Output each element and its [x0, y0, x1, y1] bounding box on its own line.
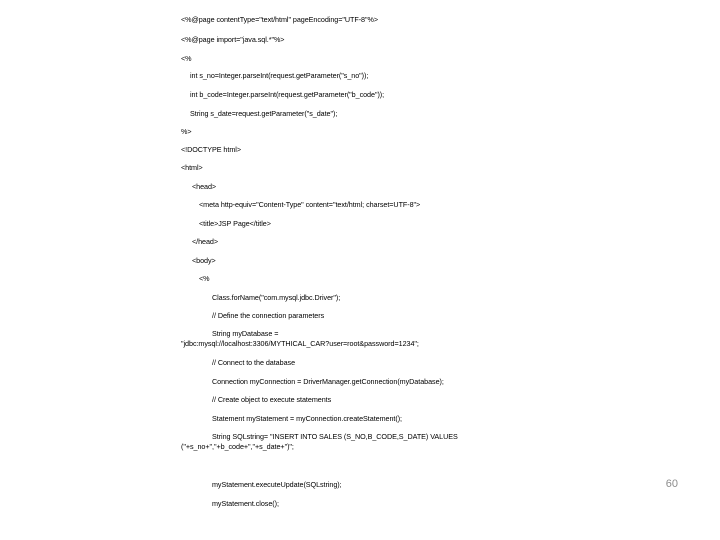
code-line-sql-values: ("+s_no+","+b_code+","+s_date+")";	[181, 442, 294, 451]
code-line-meta: <meta http-equiv="Content-Type" content="text/html; charset=UTF-8">	[199, 200, 421, 209]
code-line-body-open: <body>	[192, 256, 216, 265]
code-line-connection: Connection myConnection = DriverManager.getConnection(myDatabase);	[212, 377, 444, 386]
code-line-head-close: </head>	[192, 237, 219, 246]
code-line-class-forname: Class.forName("com.mysql.jdbc.Driver");	[212, 293, 341, 302]
code-line-scriptlet-open: <%	[181, 54, 192, 63]
code-line-page-directive: <%@page contentType="text/html" pageEncoding="UTF-8"%>	[181, 15, 378, 24]
code-line-comment-connect: // Connect to the database	[212, 358, 296, 367]
code-line-title: <title>JSP Page</title>	[199, 219, 271, 228]
code-line-comment-connection-params: // Define the connection parameters	[212, 311, 325, 320]
code-line-execute-update: myStatement.executeUpdate(SQLstring);	[212, 480, 342, 489]
code-line-html-open: <html>	[181, 163, 203, 172]
page-number: 60	[665, 478, 678, 490]
code-line-statement-close: myStatement.close();	[212, 499, 279, 508]
code-line-b-code: int b_code=Integer.parseInt(request.getParameter("b_code"));	[190, 90, 385, 99]
code-line-jdbc-url: "jdbc:mysql://localhost:3306/MYTHICAL_CAR?user=root&password=1234";	[181, 339, 419, 348]
code-line-comment-create-object: // Create object to execute statements	[212, 395, 332, 404]
code-line-scriptlet-close: %>	[181, 127, 192, 136]
code-line-page-import: <%@page import="java.sql.*"%>	[181, 35, 285, 44]
code-line-s-no: int s_no=Integer.parseInt(request.getParameter("s_no"));	[190, 71, 369, 80]
code-line-string-mydatabase: String myDatabase =	[212, 329, 279, 338]
code-line-statement: Statement myStatement = myConnection.createStatement();	[212, 414, 403, 423]
code-line-sqlstring: String SQLstring= "INSERT INTO SALES (S_NO,B_CODE,S_DATE) VALUES	[212, 432, 458, 441]
code-line-s-date: String s_date=request.getParameter("s_date");	[190, 109, 338, 118]
code-line-body-scriptlet-open: <%	[199, 274, 210, 283]
code-line-doctype: <!DOCTYPE html>	[181, 145, 241, 154]
code-line-head-open: <head>	[192, 182, 217, 191]
